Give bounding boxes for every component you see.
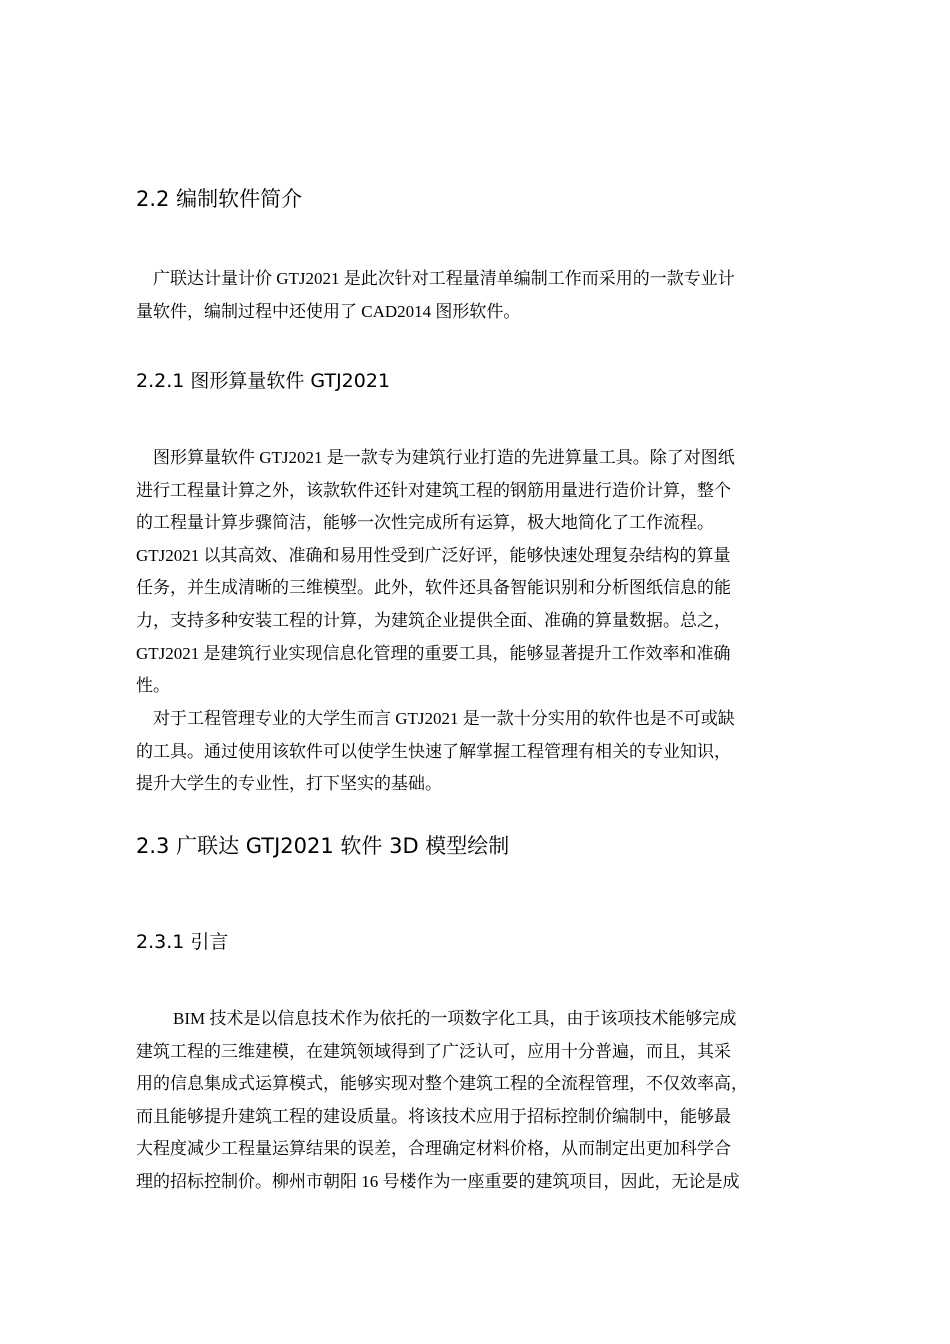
- text-line: 广联达计量计价 GTJ2021 是此次针对工程量清单编制工作而采用的一款专业计: [153, 269, 735, 288]
- text-line: 量软件，编制过程中还使用了 CAD2014 图形软件。: [136, 301, 521, 321]
- text-line: 用的信息集成式运算模式，能够实现对整个建筑工程的全流程管理，不仅效率高，: [136, 1074, 748, 1094]
- text-line: 大程度减少工程量运算结果的误差，合理确定材料价格，从而制定出更加科学合: [136, 1139, 731, 1159]
- paragraph-student-value: [136, 703, 820, 801]
- text-line: 对于工程管理专业的大学生而言 GTJ2021 是一款十分实用的软件也是不可或缺: [153, 709, 735, 728]
- paragraph-gtj-description: [136, 442, 820, 703]
- text-line: 的工程量计算步骤简洁，能够一次性完成所有运算，极大地简化了工作流程。: [136, 513, 714, 533]
- text-line: 提升大学生的专业性，打下坚实的基础。: [136, 774, 442, 794]
- paragraph-software-intro: [136, 263, 820, 328]
- text-line: 而且能够提升建筑工程的建设质量。将该技术应用于招标控制价编制中，能够最: [136, 1106, 731, 1126]
- text-line: 的工具。通过使用该软件可以使学生快速了解掌握工程管理有相关的专业知识，: [136, 741, 731, 761]
- text-line: BIM 技术是以信息技术作为依托的一项数字化工具，由于该项技术能够完成: [173, 1009, 737, 1028]
- section-heading-2-2: 2.2 编制软件简介: [136, 187, 303, 211]
- text-line: 进行工程量计算之外，该款软件还针对建筑工程的钢筋用量进行造价计算，整个: [136, 480, 731, 500]
- text-line: 图形算量软件 GTJ2021 是一款专为建筑行业打造的先进算量工具。除了对图纸: [153, 448, 735, 467]
- section-heading-2-2-1: 2.2.1 图形算量软件 GTJ2021: [136, 370, 391, 392]
- text-line: 性。: [136, 676, 170, 696]
- text-line: 理的招标控制价。柳州市朝阳 16 号楼作为一座重要的建筑项目，因此，无论是成: [136, 1171, 740, 1191]
- text-line: 力，支持多种安装工程的计算，为建筑企业提供全面、准确的算量数据。总之，: [136, 610, 731, 630]
- text-line: 建筑工程的三维建模，在建筑领域得到了广泛认可，应用十分普遍，而且，其采: [136, 1041, 731, 1061]
- section-heading-2-3: 2.3 广联达 GTJ2021 软件 3D 模型绘制: [136, 834, 510, 858]
- text-line: 任务，并生成清晰的三维模型。此外，软件还具备智能识别和分析图纸信息的能: [136, 578, 731, 598]
- text-line: GTJ2021 以其高效、准确和易用性受到广泛好评，能够快速处理复杂结构的算量: [136, 545, 731, 565]
- paragraph-bim-introduction: [136, 1003, 820, 1199]
- text-line: GTJ2021 是建筑行业实现信息化管理的重要工具，能够显著提升工作效率和准确: [136, 643, 731, 663]
- section-heading-2-3-1: 2.3.1 引言: [136, 931, 229, 953]
